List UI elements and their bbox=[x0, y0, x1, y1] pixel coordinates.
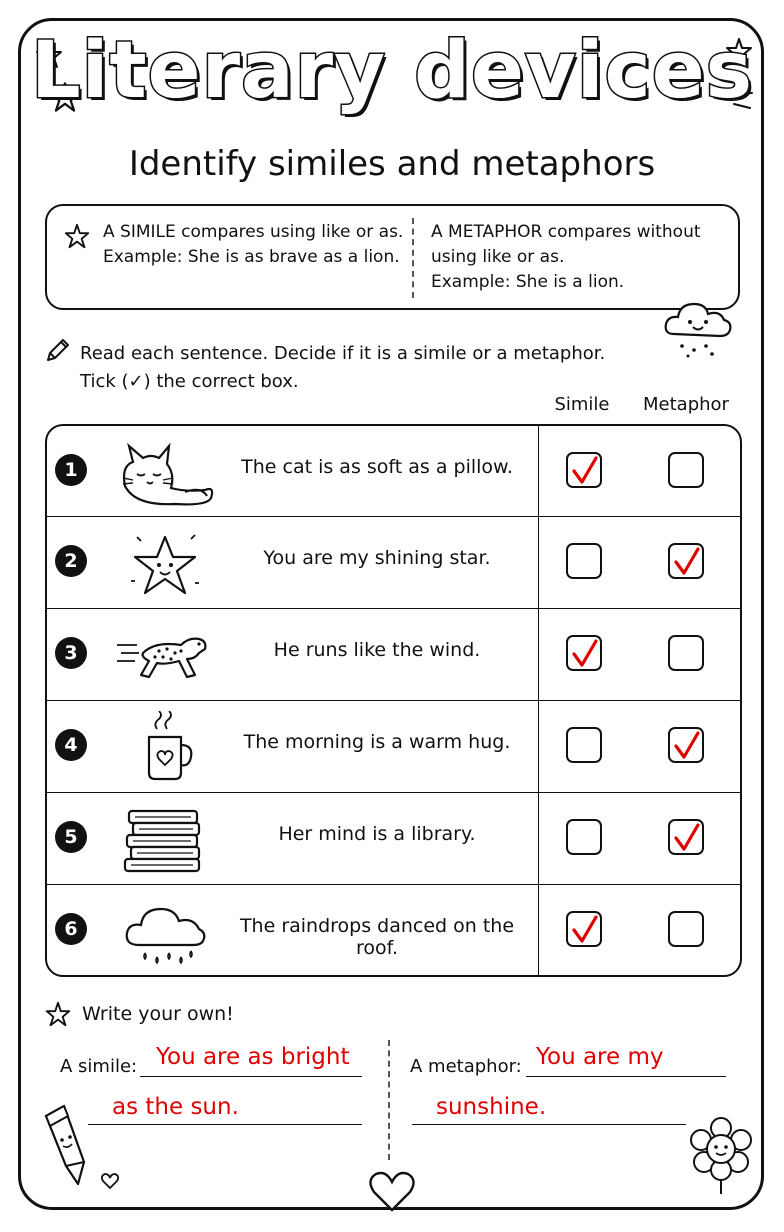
row-sentence: The cat is as soft as a pillow. bbox=[241, 456, 513, 478]
row-number: 5 bbox=[55, 821, 87, 853]
smiling-pencil-icon bbox=[38, 1100, 94, 1196]
metaphor-definition: A METAPHOR compares without using like or as. Example: She is a lion. bbox=[431, 222, 701, 292]
row-sentence: You are my shining star. bbox=[263, 547, 491, 569]
simile-checkbox[interactable] bbox=[566, 819, 602, 855]
simile-answer-text[interactable]: You are as bright bbox=[156, 1044, 350, 1070]
table-row bbox=[47, 792, 740, 885]
simile-answer-text[interactable]: as the sun. bbox=[112, 1094, 239, 1120]
pencil-icon bbox=[44, 336, 72, 364]
heart-doodle-icon bbox=[366, 1168, 418, 1214]
simile-checkbox[interactable] bbox=[566, 911, 602, 947]
simile-answer-line bbox=[88, 1124, 362, 1125]
checkmark-icon bbox=[571, 915, 599, 945]
metaphor-answer-line bbox=[526, 1076, 726, 1077]
metaphor-answer-text[interactable]: You are my bbox=[536, 1044, 664, 1070]
checkmark-icon bbox=[571, 639, 599, 669]
simile-checkbox[interactable] bbox=[566, 543, 602, 579]
checkmark-icon bbox=[673, 823, 701, 853]
page-subtitle: Identify similes and metaphors bbox=[128, 144, 656, 184]
sleeping-cat-icon bbox=[115, 436, 215, 508]
simile-label: A simile: bbox=[60, 1056, 138, 1077]
table-row bbox=[47, 426, 740, 518]
row-number: 4 bbox=[55, 729, 87, 761]
metaphor-checkbox[interactable] bbox=[668, 819, 704, 855]
write-your-own-title: Write your own! bbox=[82, 1003, 234, 1025]
simile-checkbox[interactable] bbox=[566, 452, 602, 488]
simile-definition: A SIMILE compares using like or as. Example: She is as brave as a lion. bbox=[103, 222, 404, 267]
book-stack-icon bbox=[115, 803, 215, 875]
row-number: 3 bbox=[55, 637, 87, 669]
row-sentence: Her mind is a library. bbox=[278, 823, 476, 845]
table-row bbox=[47, 516, 740, 609]
smiling-flower-icon bbox=[686, 1116, 756, 1194]
definitions-divider bbox=[412, 218, 414, 298]
heart-doodle-icon bbox=[100, 1172, 120, 1190]
row-number: 2 bbox=[55, 545, 87, 577]
page-title: Literary devices bbox=[30, 26, 754, 116]
star-icon bbox=[115, 527, 215, 599]
running-cheetah-icon bbox=[115, 619, 215, 691]
smiling-cloud-icon bbox=[660, 290, 736, 362]
metaphor-checkbox[interactable] bbox=[668, 727, 704, 763]
instructions: Read each sentence. Decide if it is a simile or a metaphor. Tick (✓) the correct box. bbox=[80, 343, 606, 392]
row-sentence: He runs like the wind. bbox=[273, 639, 481, 661]
table-row bbox=[47, 884, 740, 977]
metaphor-checkbox[interactable] bbox=[668, 635, 704, 671]
simile-answer-line bbox=[140, 1076, 362, 1077]
star-icon bbox=[44, 1000, 72, 1028]
checkmark-icon bbox=[673, 547, 701, 577]
row-number: 6 bbox=[55, 913, 87, 945]
answers-divider bbox=[388, 1040, 390, 1160]
definitions-box bbox=[45, 204, 740, 310]
star-icon bbox=[63, 222, 91, 250]
rain-cloud-icon bbox=[115, 895, 215, 967]
metaphor-checkbox[interactable] bbox=[668, 452, 704, 488]
metaphor-label: A metaphor: bbox=[410, 1056, 522, 1077]
simile-checkbox[interactable] bbox=[566, 727, 602, 763]
simile-checkbox[interactable] bbox=[566, 635, 602, 671]
row-sentence: The morning is a warm hug. bbox=[243, 731, 511, 753]
row-sentence: The raindrops danced on the roof. bbox=[239, 915, 515, 959]
checkmark-icon bbox=[571, 456, 599, 486]
metaphor-checkbox[interactable] bbox=[668, 543, 704, 579]
row-number: 1 bbox=[55, 454, 87, 486]
checkmark-icon bbox=[673, 731, 701, 761]
table-row bbox=[47, 608, 740, 701]
column-header-simile: Simile bbox=[554, 394, 610, 415]
metaphor-checkbox[interactable] bbox=[668, 911, 704, 947]
table-row bbox=[47, 700, 740, 793]
metaphor-answer-text[interactable]: sunshine. bbox=[436, 1094, 547, 1120]
column-header-metaphor: Metaphor bbox=[643, 394, 729, 415]
answer-table bbox=[45, 424, 742, 977]
metaphor-answer-line bbox=[412, 1124, 686, 1125]
coffee-mug-icon bbox=[115, 711, 215, 783]
